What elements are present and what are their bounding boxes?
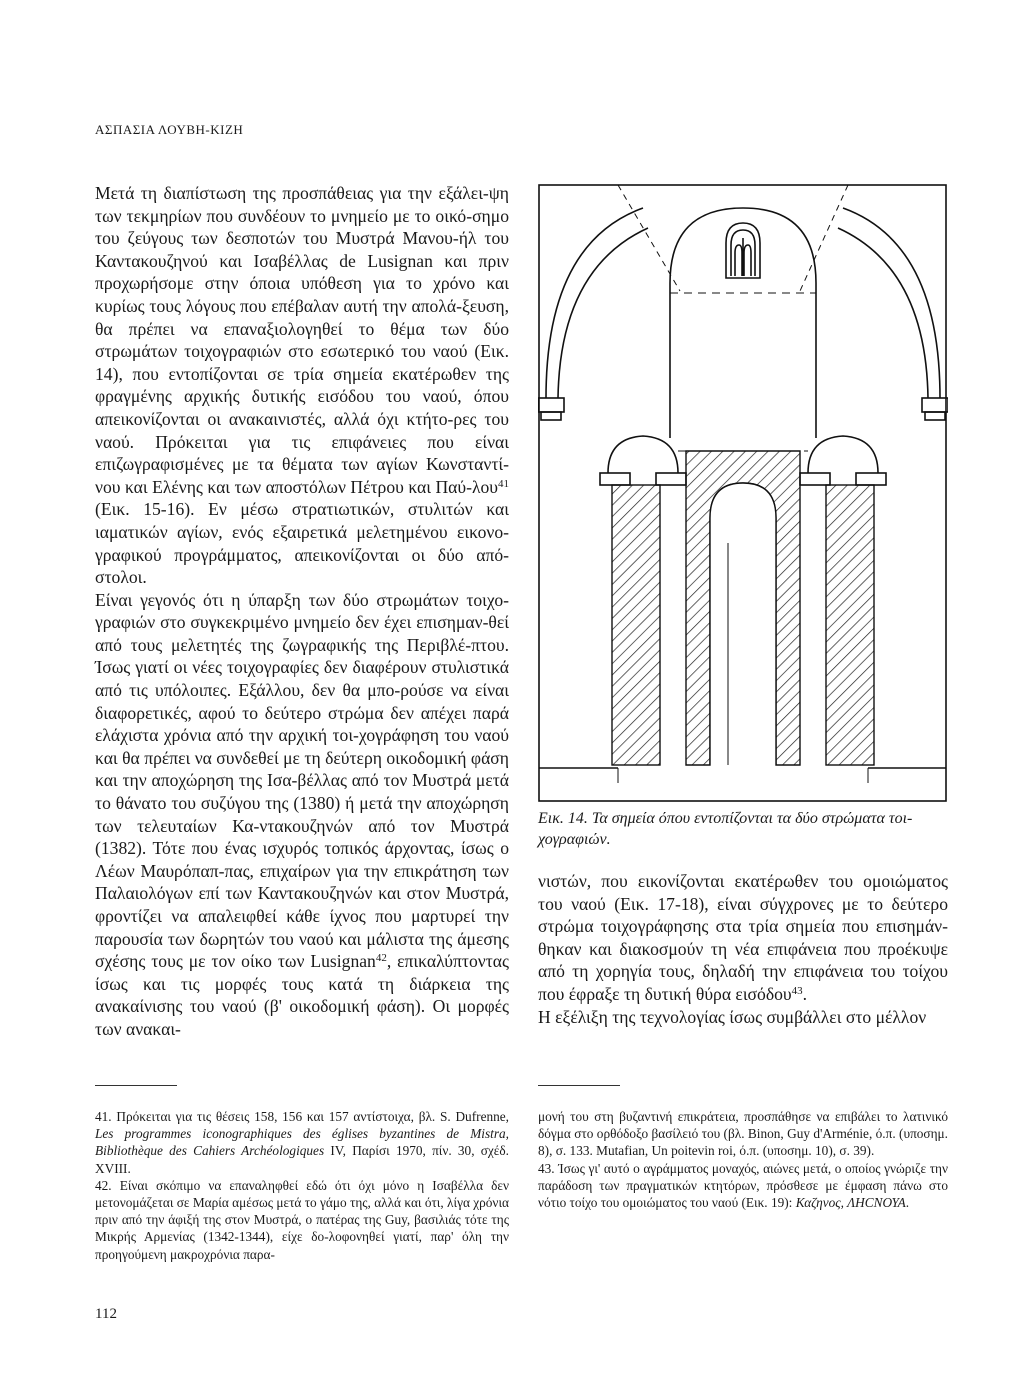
body-column-right (538, 870, 948, 1028)
paragraph (538, 870, 948, 1006)
paragraph (95, 182, 509, 589)
hatched-surface-right (826, 485, 874, 765)
footnote-ref-42[interactable]: 42 (375, 952, 387, 965)
footnote-text: IV, Παρίσι 1970, πίν. 30, σχέδ. XVIII. (95, 1143, 509, 1176)
footnote-43 (538, 1160, 948, 1212)
footnote-42-continued: μονή του στη βυζαντινή επικράτεια, προσπάθησε να επιβάλει το λατινικό δόγμα στο ορθόδοξο βασίλειό του (βλ. Binon, Guy d'Arménie, ό.π. (υποσημ. 8), σ. 133. Mutafian, Un poitevin roi, ό.π. (υποσημ. 10), σ. 39). (538, 1109, 948, 1159)
footnote-text: 43. Ίσως γι' αυτό ο αγράμματος μοναχός, αιώνες μετά, ο οποίος γνώριζε την παράδοση των πραγματικών κτητόρων, πρόσθεσε με έμφαση πάνω στο νότιο τοίχο του ομοιώματος του ναού (Εικ. 19): (538, 1160, 948, 1211)
footnote-title: Les programmes iconographiques des églises byzantines de Mistra, Bibliothèque des Cahiers Archéologiques (95, 1126, 509, 1159)
footnotes-right (538, 1108, 948, 1211)
footnotes-left (95, 1108, 509, 1263)
footnote-text: . (905, 1195, 910, 1211)
paragraph-text: Είναι γεγονός ότι η ύπαρξη των δύο στρωμάτων τοιχο-γραφιών στο συγκεκριμένο μνημείο δεν έχει επισημαν-θεί από τους μελετητές της ζωγραφικής της Περιβλέ-πτου. Ίσως γιατί οι νέες τοιχογραφίες δεν διαφέρουν στυλιστικά από τις υπόλοιπες. Εξάλλου, δεν θα μπο-ρούσε να είναι διαφορετικές, αφού το δεύτερο στρώμα δεν απέχει παρά ελάχιστα χρόνια από την αρχική τοι-χογράφηση του ναού και θα πρέπει να συνδεθεί με τη δεύτερη οικοδομική φάση και την αποχώρηση της Ισα-βέλλας από τον Μυστρά μετά το θάνατο του συζύγου της (1380) ή μετά την αποχώρηση των τελευταίων Κα-ντακουζηνών από τον Μυστρά (1382). Τότε που ένας ισχυρός τοπικός άρχοντας, ίσως ο Λέων Μαυρόπαπ-πας, επιχαίρων για την επικράτηση των Παλαιολόγων επί των Καντακουζηνών και στον Μυστρά, φροντίζει να απαλειφθεί κάθε ίχνος που μαρτυρεί την παρουσία των δωρητών του ναού και μάλιστα της άμεσης σχέσης τους με τον οίκο των Lusignan (95, 589, 509, 972)
footnote-inscription: Καζηνος, ΛΗCΝΟΥΑ (795, 1195, 906, 1211)
paragraph-text: (Εικ. 15-16). Εν μέσω στρατιωτικών, στυλιτών και ιαματικών αγίων, ενός εξαιρετικά μελετημένου εικονο-γραφικού προγράμματος, απεικονίζονται οι δύο από-στολοι. (95, 499, 509, 588)
paragraph-text: , επικαλύπτοντας ίσως και τις μορφές τους κατά τη διάρκεια της ανακαίνισης του ναού (β' οικοδομική φάση). Οι μορφές των ανακαι- (95, 951, 509, 1039)
footnote-rule-left (95, 1085, 177, 1086)
window-icon (726, 223, 760, 278)
page-number: 112 (95, 1306, 117, 1322)
paragraph: Η εξέλιξη της τεχνολογίας ίσως συμβάλλει στο μέλλον (538, 1006, 927, 1027)
footnote-41 (95, 1108, 509, 1177)
paragraph (95, 589, 509, 1041)
footnote-ref-41[interactable]: 41 (498, 477, 509, 490)
paragraph-text: νιστών, που εικονίζονται εκατέρωθεν του ομοιώματος του ναού (Εικ. 17-18), είναι σύγχρονες με το δεύτερο στρώμα τοιχογράφησης στα τρία σημεία που επισημάν-θηκαν και διακοσμούν τη νέα επιφάνεια που προέκυψε από τη χορηγία τους, δηλαδή την επιφάνεια του τοίχου που έφραξε τη δυτική θύρα εισόδου (538, 871, 948, 1004)
paragraph-text: Μετά τη διαπίστωση της προσπάθειας για την εξάλει-ψη των τεκμηρίων που συνδέουν το μνημείο με το οικό-σημο του ζεύγους των δεσποτών του Μυστρά Μανου-ήλ του Καντακουζηνού και Ισαβέλλας de Lusignan και πριν προχωρήσομε στην όποια υπόθεση για το χρόνο και κυρίως τους λόγους που επέβαλαν αυτή την απολά-ξευση, θα πρέπει να επαναξιολογηθεί το θέμα των δύο στρωμάτων τοιχογραφιών στο εσωτερικό του ναού (Εικ. 14), που εντοπίζονται σε τρία σημεία εκατέρωθεν της φραγμένης αρχικής δυτικής εισόδου του ναού, όπου απεικονίζονται οι ανακαινιστές, αλλά όχι κτήτο-ρες του ναού. Πρόκειται για τις επιφάνειες που είναι επιζωγραφισμένες με τα θέματα των αγίων Κωνσταντί-νου και Ελένης και των αποστόλων Πέτρου και Παύ-λου (95, 183, 509, 497)
footnote-42: 42. Είναι σκόπιμο να επαναληφθεί εδώ ότι όχι μόνο η Ισαβέλλα δεν μετονομάζεται σε Μαρία αμέσως μετά το γάμο της, αλλά και ότι, λίγα χρόνια πριν από την άφιξή της στον Μυστρά, ο πατέρας της Guy, βασιλιάς τότε της Μικρής Αρμενίας (1342-1344), είχε δο-λοφονηθεί γιατί, παρ' όλη την προηγούμενη μακροχρόνια παρα- (95, 1177, 509, 1262)
figure-caption: Εικ. 14. Τα σημεία όπου εντοπίζονται τα δύο στρώματα τοι-χογραφιών. (538, 810, 913, 848)
body-column-left (95, 182, 509, 1041)
running-head: ΑΣΠΑΣΙΑ ΛΟΥΒΗ-ΚΙΖΗ (95, 122, 244, 137)
footnote-rule-right (538, 1085, 620, 1086)
footnote-text: 41. Πρόκειται για τις θέσεις 158, 156 και 157 αντίστοιχα, βλ. S. Dufrenne, (95, 1109, 509, 1124)
footnote-ref-43[interactable]: 43 (791, 984, 803, 997)
paragraph-text: . (802, 983, 808, 1004)
hatched-surface-left (612, 485, 660, 765)
architectural-drawing (538, 183, 948, 803)
figure-14-church-interior-drawing (538, 183, 948, 803)
